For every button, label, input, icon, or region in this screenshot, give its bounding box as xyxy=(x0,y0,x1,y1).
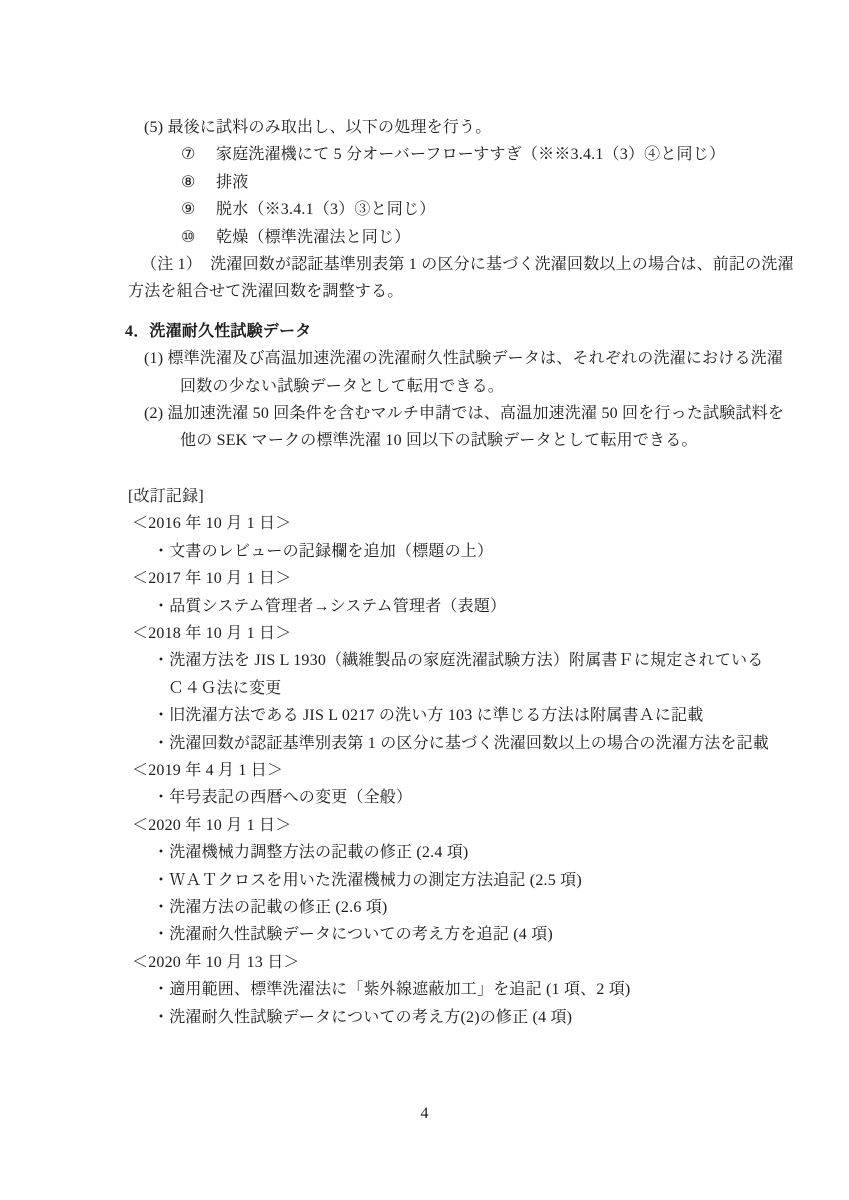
revision-item: ・洗濯耐久性試験データについての考え方を追記 (4 項) xyxy=(153,926,553,944)
page-number: 4 xyxy=(420,1105,429,1122)
revision-date-2019-04-01: ＜2019 年 4 月 1 日＞ xyxy=(132,761,284,779)
revision-item: ・洗濯回数が認証基準別表第 1 の区分に基づく洗濯回数以上の場合の洗濯方法を記載 xyxy=(153,734,770,752)
revision-item: ・洗濯機械力調整方法の記載の修正 (2.4 項) xyxy=(153,844,469,862)
spacer xyxy=(113,455,741,483)
document-content xyxy=(113,114,794,1031)
revision-item-continuation: Ｃ４Ｇ法に変更 xyxy=(168,679,282,697)
section-4-item-2-line-1: (2) 温加速洗濯 50 回条件を含むマルチ申請では、高温加速洗濯 50 回を行った試験試料を xyxy=(144,405,785,423)
revision-record-heading: [改訂記録] xyxy=(128,487,204,505)
substep-8-number: ⑧ xyxy=(181,173,196,191)
section-4-item-1-line-2: 回数の少ない試験データとして転用できる。 xyxy=(180,377,505,395)
revision-date-2020-10-01: ＜2020 年 10 月 1 日＞ xyxy=(132,816,292,834)
section-4-item-1-line-1: (1) 標準洗濯及び高温加速洗濯の洗濯耐久性試験データは、それぞれの洗濯における洗濯 xyxy=(144,350,784,368)
revision-item: ・ＷＡＴクロスを用いた洗濯機械力の測定方法追記 (2.5 項) xyxy=(153,871,582,889)
revision-item: ・適用範囲、標準洗濯法に「紫外線遮蔽加工」を追記 (1 項、2 項) xyxy=(153,981,631,999)
revision-item: ・旧洗濯方法である JIS L 0217 の洗い方 103 に準じる方法は附属書Ａに記載 xyxy=(153,707,704,725)
section-4-item-2-line-2: 他の SEK マークの標準洗濯 10 回以下の試験データとして転用できる。 xyxy=(180,432,698,450)
revision-date-2016-10-01: ＜2016 年 10 月 1 日＞ xyxy=(132,515,292,533)
substep-10-number: ⑩ xyxy=(181,228,196,246)
revision-date-2020-10-13: ＜2020 年 10 月 13 日＞ xyxy=(132,953,300,971)
section-4-heading: 4．洗濯耐久性試験データ xyxy=(125,322,312,340)
substep-7-number: ⑦ xyxy=(181,146,196,164)
substep-8 xyxy=(113,169,741,196)
substep-8-text: 排液 xyxy=(216,173,249,191)
spacer xyxy=(113,306,741,318)
note-1-line-1: （注 1） 洗濯回数が認証基準別表第 1 の区分に基づく洗濯回数以上の場合は、前記の洗濯 xyxy=(141,256,794,274)
revision-item: ・洗濯耐久性試験データについての考え方(2)の修正 (4 項) xyxy=(153,1008,573,1026)
revision-item: ・洗濯方法の記載の修正 (2.6 項) xyxy=(153,898,388,916)
revision-item: ・文書のレビューの記録欄を追加（標題の上） xyxy=(153,542,494,560)
substep-10 xyxy=(113,224,741,251)
substep-9-number: ⑨ xyxy=(181,201,196,219)
revision-item: ・年号表記の西暦への変更（全般） xyxy=(153,789,413,807)
substep-7-text: 家庭洗濯機にて 5 分オーバーフローすすぎ（※※3.4.1（3）④と同じ） xyxy=(216,146,726,164)
procedure-step-5: (5) 最後に試料のみ取出し、以下の処理を行う。 xyxy=(144,119,492,136)
revision-item: ・洗濯方法を JIS L 1930（繊維製品の家庭洗濯試験方法）附属書Ｆに規定されている xyxy=(153,652,764,670)
substep-9 xyxy=(113,196,741,223)
revision-date-2017-10-01: ＜2017 年 10 月 1 日＞ xyxy=(132,570,292,588)
substep-7 xyxy=(113,141,741,168)
revision-date-2018-10-01: ＜2018 年 10 月 1 日＞ xyxy=(132,624,292,642)
substep-10-text: 乾燥（標準洗濯法と同じ） xyxy=(216,228,411,246)
revision-item: ・品質システム管理者→システム管理者（表題） xyxy=(153,597,507,615)
note-1-line-2: 方法を組合せて洗濯回数を調整する。 xyxy=(128,283,404,301)
substep-9-text: 脱水（※3.4.1（3）③と同じ） xyxy=(216,201,436,219)
